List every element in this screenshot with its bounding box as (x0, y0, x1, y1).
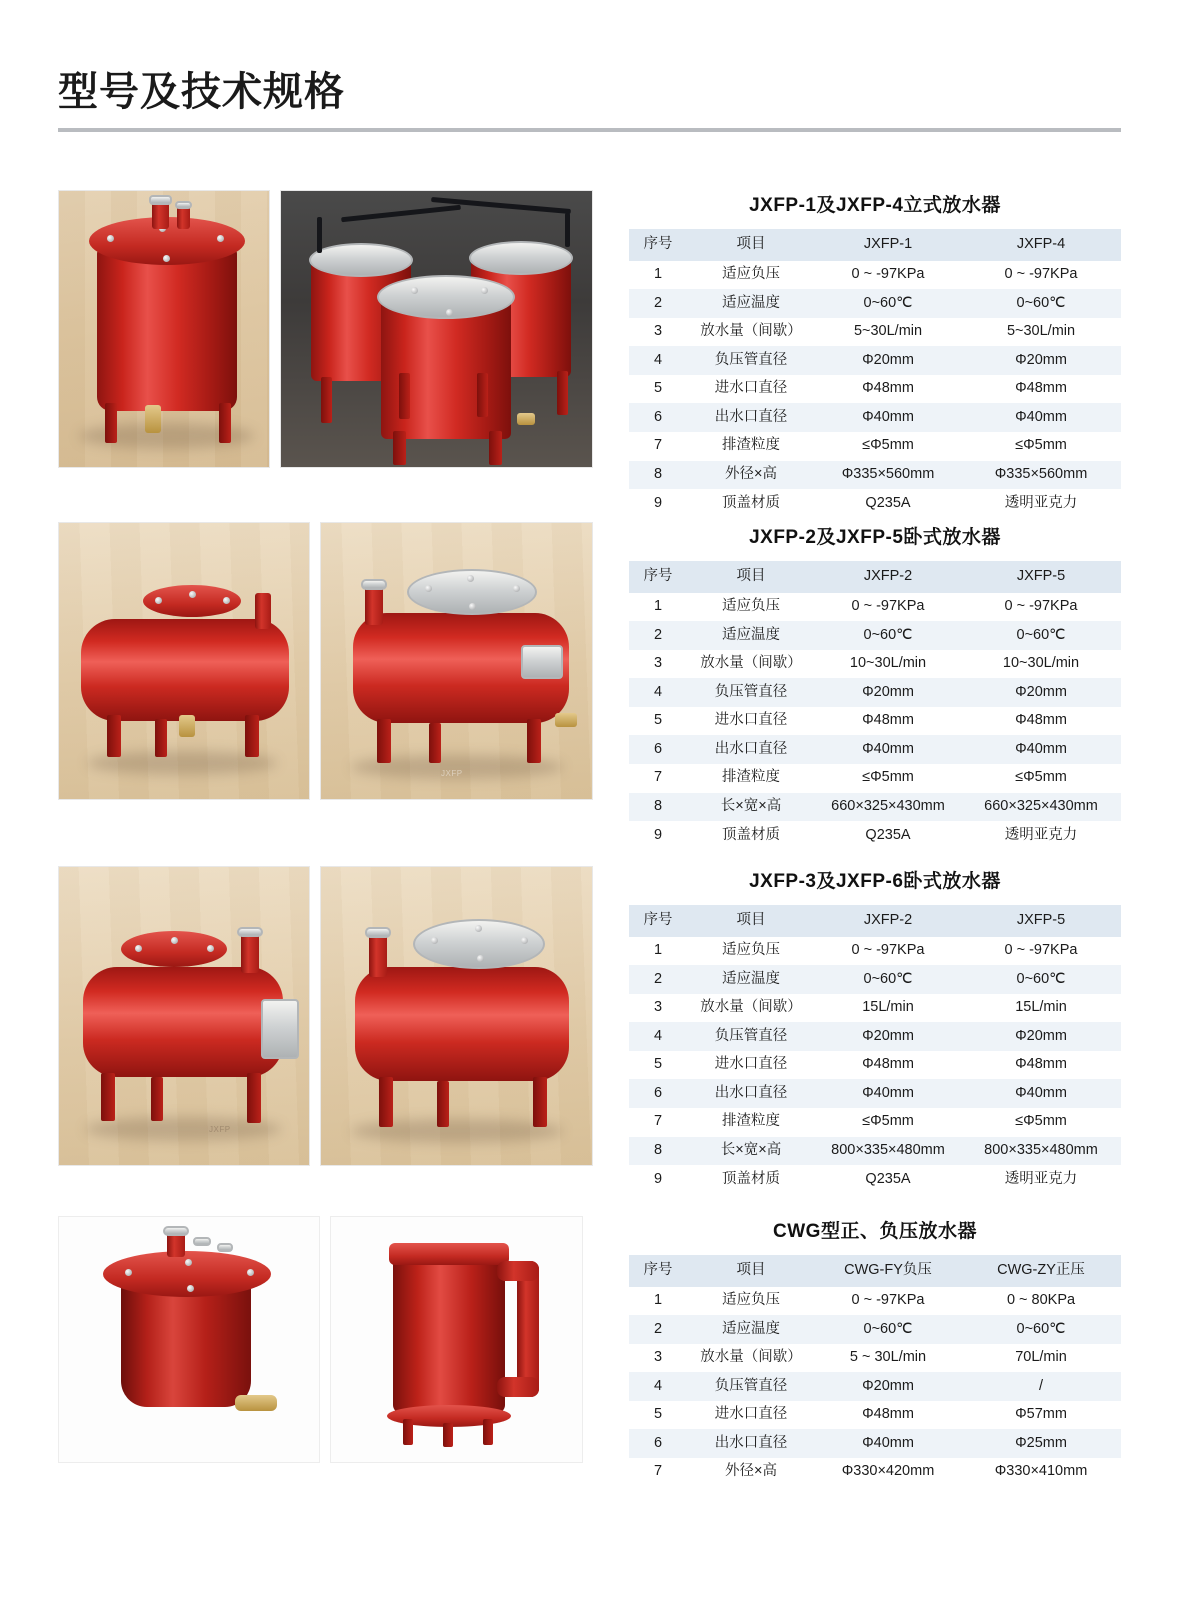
cell-item: 进水口直径 (714, 712, 788, 729)
cell-index: 4 (629, 678, 687, 707)
column-header: JXFP-2 (815, 905, 961, 937)
cell-index: 5 (653, 380, 663, 397)
photo-jxfp5-horizontal-tank-steel-lid: JXFP (320, 522, 593, 800)
spec-table (629, 229, 1121, 518)
cell-item: 适应负压 (722, 598, 780, 615)
table-header-row (629, 905, 1121, 937)
cell-value: Φ40mm (815, 1429, 961, 1458)
cell-value: Φ57mm (1015, 1406, 1067, 1423)
cell-index: 2 (629, 289, 687, 318)
cell-value: 透明亚克力 (1004, 494, 1078, 511)
cell-item: 顶盖材质 (722, 1170, 780, 1187)
cell-value: Φ335×560mm (815, 461, 961, 490)
section-title: JXFP-3及JXFP-6卧式放水器 (749, 871, 1001, 892)
cell-value: ≤Φ5mm (1015, 437, 1067, 454)
column-header: JXFP-5 (961, 905, 1121, 937)
cell-value: Φ48mm (862, 380, 914, 397)
cell-value: Φ20mm (961, 1022, 1121, 1051)
cell-value: 660×325×430mm (815, 793, 961, 822)
table-row (629, 489, 1121, 518)
cell-item: 排渣粒度 (722, 1113, 780, 1130)
cell-value: 0 ~ -97KPa (851, 598, 925, 615)
column-header: JXFP-2 (815, 561, 961, 593)
cell-value: 0~60℃ (815, 965, 961, 994)
cell-index: 5 (653, 1406, 663, 1423)
cell-value: Q235A (865, 1170, 911, 1187)
cell-value: Φ48mm (862, 712, 914, 729)
cell-item: 放水量（间歇） (700, 1349, 802, 1366)
cell-item: 适应负压 (722, 1292, 780, 1309)
cell-index: 5 (653, 712, 663, 729)
cell-item: 出水口直径 (687, 1079, 815, 1108)
table-row (629, 346, 1121, 375)
cell-value: 5~30L/min (1006, 323, 1076, 340)
inlet-pipe (255, 593, 271, 629)
cell-value: Φ48mm (1015, 712, 1067, 729)
table-row (629, 1344, 1121, 1373)
cell-index: 9 (653, 494, 663, 511)
cell-index: 7 (653, 1463, 663, 1480)
table-row (629, 432, 1121, 461)
cell-value: Φ20mm (815, 1022, 961, 1051)
cell-index: 3 (653, 999, 663, 1016)
cell-item: 负压管直径 (687, 1372, 815, 1401)
cell-value: Φ40mm (815, 403, 961, 432)
cell-item: 顶盖材质 (722, 494, 780, 511)
spec-table-block (629, 522, 1121, 850)
cell-value: 0 ~ 80KPa (1006, 1292, 1076, 1309)
spec-table-block (629, 190, 1121, 518)
tank-body (97, 246, 237, 411)
photo-group (58, 522, 593, 800)
cell-value: ≤Φ5mm (862, 437, 914, 454)
cell-value: Φ40mm (815, 735, 961, 764)
table-row (629, 1165, 1121, 1194)
table-row (629, 764, 1121, 793)
table-row (629, 1137, 1121, 1166)
side-pipe-elbow (497, 1261, 539, 1281)
section-jxfp-3-6 (58, 866, 1121, 1187)
cell-value: 0 ~ -97KPa (851, 942, 925, 959)
photo-group (58, 190, 593, 468)
table-row (629, 461, 1121, 490)
cell-value: 660×325×430mm (961, 793, 1121, 822)
cell-index: 6 (629, 735, 687, 764)
table-row (629, 318, 1121, 347)
photo-jxfp6-horizontal-tank-steel-lid (320, 866, 593, 1166)
cell-value: Φ40mm (961, 735, 1121, 764)
table-row (629, 965, 1121, 994)
cell-item: 适应负压 (722, 266, 780, 283)
cell-value: 0~60℃ (961, 621, 1121, 650)
spec-table (629, 905, 1121, 1194)
cell-index: 3 (653, 323, 663, 340)
cell-item: 负压管直径 (687, 678, 815, 707)
column-header: 项目 (687, 1255, 815, 1287)
cell-item: 进水口直径 (714, 1056, 788, 1073)
cell-value: 15L/min (1015, 999, 1067, 1016)
tank-body (393, 1253, 505, 1413)
spec-table-block (629, 866, 1121, 1194)
cell-item: 进水口直径 (714, 1406, 788, 1423)
cell-value: 800×335×480mm (815, 1137, 961, 1166)
spec-table (629, 561, 1121, 850)
cell-index: 4 (629, 1022, 687, 1051)
cell-value: ≤Φ5mm (1015, 1113, 1067, 1130)
cell-value: Φ40mm (961, 1079, 1121, 1108)
cell-value: Φ25mm (961, 1429, 1121, 1458)
tank-body (355, 967, 569, 1081)
table-row (629, 375, 1121, 404)
cell-item: 排渣粒度 (722, 437, 780, 454)
cell-value: 0 ~ -97KPa (1004, 598, 1078, 615)
cell-value: Φ40mm (815, 1079, 961, 1108)
cell-index: 1 (653, 598, 663, 615)
cell-index: 8 (629, 1137, 687, 1166)
cell-value: 800×335×480mm (961, 1137, 1121, 1166)
tank-body (81, 619, 289, 721)
cell-value: 0~60℃ (961, 289, 1121, 318)
table-header-row (629, 229, 1121, 261)
photo-group (58, 1216, 583, 1463)
cell-value: 0~60℃ (815, 621, 961, 650)
cell-value: 0~60℃ (961, 965, 1121, 994)
cell-index: 1 (653, 1292, 663, 1309)
cell-item: 顶盖材质 (722, 826, 780, 843)
cell-value: / (961, 1372, 1121, 1401)
cell-value: Φ20mm (961, 346, 1121, 375)
table-row (629, 793, 1121, 822)
cell-index: 4 (629, 346, 687, 375)
table-row (629, 593, 1121, 622)
table-row (629, 1315, 1121, 1344)
cell-item: 放水量（间歇） (700, 323, 802, 340)
cell-item: 出水口直径 (687, 735, 815, 764)
cell-item: 排渣粒度 (722, 769, 780, 786)
cell-index: 7 (653, 769, 663, 786)
title-divider (58, 128, 1121, 132)
spec-table-block (629, 1216, 1121, 1487)
outlet-valve (235, 1395, 277, 1411)
cell-value: Φ40mm (961, 403, 1121, 432)
cell-value: Φ20mm (815, 1372, 961, 1401)
table-row (629, 1401, 1121, 1430)
spec-table (629, 1255, 1121, 1487)
cell-index: 6 (629, 403, 687, 432)
table-row (629, 994, 1121, 1023)
cell-value: Φ20mm (961, 678, 1121, 707)
cell-value: 0 ~ -97KPa (1004, 266, 1078, 283)
cell-item: 放水量（间歇） (700, 999, 802, 1016)
column-header: 序号 (629, 905, 687, 937)
cell-value: ≤Φ5mm (1015, 769, 1067, 786)
inlet-pipe (241, 933, 259, 973)
cell-value: ≤Φ5mm (862, 769, 914, 786)
cell-value: Φ48mm (1015, 380, 1067, 397)
column-header: CWG-ZY正压 (961, 1255, 1121, 1287)
cell-value: 70L/min (1015, 1349, 1067, 1366)
cell-value: Φ20mm (815, 346, 961, 375)
page-title: 型号及技术规格 (58, 70, 345, 114)
table-row (629, 1287, 1121, 1316)
cell-value: Φ335×560mm (961, 461, 1121, 490)
photo-cwg-zy-positive-pressure-drainer (330, 1216, 583, 1463)
cell-index: 7 (653, 437, 663, 454)
table-row (629, 1458, 1121, 1487)
cell-item: 长×宽×高 (687, 793, 815, 822)
cell-value: ≤Φ5mm (862, 1113, 914, 1130)
table-row (629, 289, 1121, 318)
column-header: 序号 (629, 1255, 687, 1287)
column-header: 序号 (629, 229, 687, 261)
cell-index: 3 (653, 655, 663, 672)
column-header: 项目 (687, 229, 815, 261)
table-row (629, 1429, 1121, 1458)
cell-value: 15L/min (862, 999, 914, 1016)
table-row (629, 821, 1121, 850)
table-row (629, 1372, 1121, 1401)
cell-value: 0 ~ -97KPa (1004, 942, 1078, 959)
cell-index: 9 (653, 826, 663, 843)
cell-index: 9 (653, 1170, 663, 1187)
photo-jxfp4-vertical-tanks-workshop (280, 190, 593, 468)
table-header-row (629, 1255, 1121, 1287)
table-row (629, 937, 1121, 966)
cell-value: Φ20mm (815, 678, 961, 707)
cell-value: 10~30L/min (1002, 655, 1080, 672)
table-row (629, 650, 1121, 679)
tank-body (83, 967, 283, 1077)
section-title: CWG型正、负压放水器 (773, 1221, 977, 1242)
cell-item: 出水口直径 (687, 1429, 815, 1458)
cell-item: 负压管直径 (687, 346, 815, 375)
tank-lid (389, 1243, 509, 1265)
outlet-valve (555, 713, 577, 727)
cell-index: 7 (653, 1113, 663, 1130)
cell-value: Φ48mm (862, 1406, 914, 1423)
table-row (629, 621, 1121, 650)
table-row (629, 261, 1121, 290)
table-row (629, 707, 1121, 736)
table-row (629, 678, 1121, 707)
section-title: JXFP-1及JXFP-4立式放水器 (749, 195, 1001, 216)
section-cwg (58, 1216, 1121, 1516)
cell-index: 5 (653, 1056, 663, 1073)
cell-item: 外径×高 (725, 1463, 777, 1480)
column-header: JXFP-1 (815, 229, 961, 261)
cell-index: 2 (629, 621, 687, 650)
cell-value: 0 ~ -97KPa (851, 266, 925, 283)
outlet-valve (145, 405, 161, 433)
cell-value: Q235A (865, 494, 911, 511)
cell-item: 外径×高 (687, 461, 815, 490)
table-row (629, 403, 1121, 432)
cell-value: Φ48mm (862, 1056, 914, 1073)
cell-index: 6 (629, 1429, 687, 1458)
cell-index: 1 (653, 266, 663, 283)
column-header: JXFP-5 (961, 561, 1121, 593)
cell-value: 5~30L/min (853, 323, 923, 340)
section-jxfp-2-5 (58, 522, 1121, 843)
cell-item: 适应温度 (687, 1315, 815, 1344)
cell-item: 适应温度 (687, 965, 815, 994)
cell-value: 0 ~ -97KPa (851, 1292, 925, 1309)
cell-value: Φ330×420mm (841, 1463, 935, 1480)
cell-item: 适应温度 (687, 289, 815, 318)
photo-jxfp2-horizontal-tank (58, 522, 310, 800)
cell-value: 10~30L/min (849, 655, 927, 672)
photo-jxfp1-vertical-tank-wood (58, 190, 270, 468)
cell-index: 6 (629, 1079, 687, 1108)
cell-value: 0~60℃ (815, 1315, 961, 1344)
page-header (58, 70, 1121, 132)
cell-value: Φ48mm (1015, 1056, 1067, 1073)
cell-item: 适应负压 (722, 942, 780, 959)
photo-cwg-fy-negative-pressure-drainer (58, 1216, 320, 1463)
table-row (629, 1022, 1121, 1051)
cell-item: 出水口直径 (687, 403, 815, 432)
section-title: JXFP-2及JXFP-5卧式放水器 (749, 527, 1001, 548)
cell-index: 2 (629, 1315, 687, 1344)
column-header: 项目 (687, 561, 815, 593)
column-header: 序号 (629, 561, 687, 593)
cell-item: 长×宽×高 (687, 1137, 815, 1166)
outlet-valve (179, 715, 195, 737)
cell-value: Φ330×410mm (994, 1463, 1088, 1480)
cell-value: 0~60℃ (815, 289, 961, 318)
cell-value: 透明亚克力 (1004, 1170, 1078, 1187)
column-header: CWG-FY负压 (815, 1255, 961, 1287)
cell-index: 2 (629, 965, 687, 994)
cell-value: 0~60℃ (961, 1315, 1121, 1344)
cell-value: 5 ~ 30L/min (849, 1349, 927, 1366)
cell-index: 4 (629, 1372, 687, 1401)
cell-index: 8 (629, 793, 687, 822)
cell-index: 3 (653, 1349, 663, 1366)
section-jxfp-1-4 (58, 190, 1121, 511)
cell-item: 负压管直径 (687, 1022, 815, 1051)
tank-body (121, 1279, 251, 1407)
inlet-pipe (369, 933, 387, 977)
inlet-pipe (365, 585, 383, 625)
cell-index: 8 (629, 461, 687, 490)
cell-item: 放水量（间歇） (700, 655, 802, 672)
side-pipe-elbow-bottom (497, 1377, 539, 1397)
table-row (629, 1079, 1121, 1108)
cell-item: 进水口直径 (714, 380, 788, 397)
column-header: JXFP-4 (961, 229, 1121, 261)
table-header-row (629, 561, 1121, 593)
cell-index: 1 (653, 942, 663, 959)
photo-group (58, 866, 593, 1166)
cell-value: 透明亚克力 (1004, 826, 1078, 843)
table-row (629, 1108, 1121, 1137)
cell-value: Q235A (865, 826, 911, 843)
photo-jxfp3-horizontal-tank: JXFP (58, 866, 310, 1166)
table-row (629, 735, 1121, 764)
column-header: 项目 (687, 905, 815, 937)
table-row (629, 1051, 1121, 1080)
cell-item: 适应温度 (687, 621, 815, 650)
